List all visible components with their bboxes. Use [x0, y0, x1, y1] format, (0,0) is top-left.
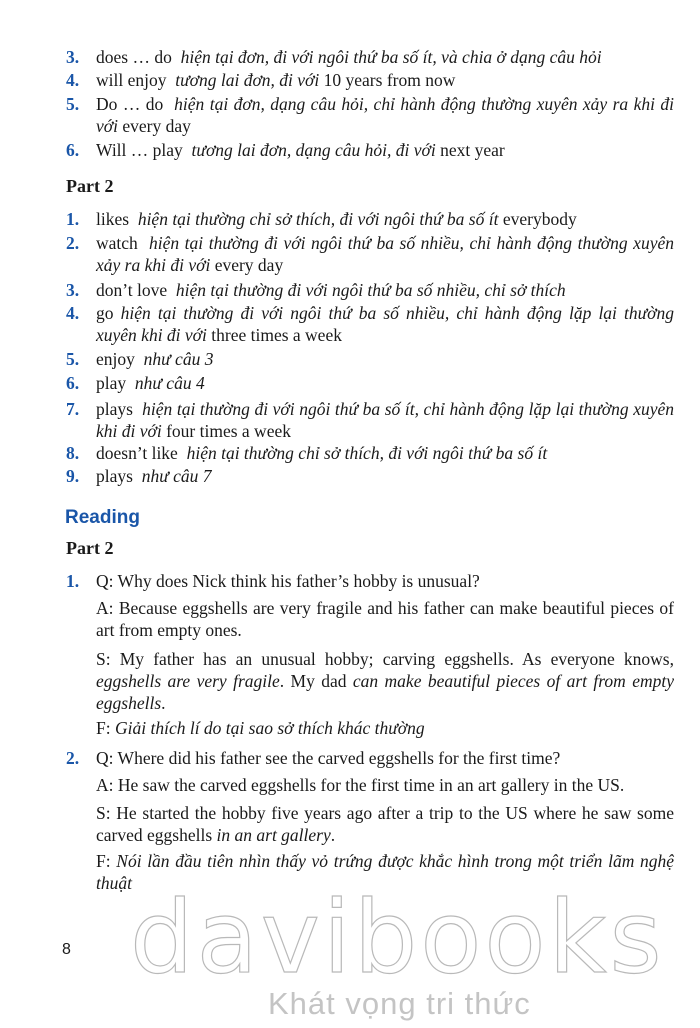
source-text: .: [330, 825, 336, 845]
list-item: [66, 139, 674, 161]
question-text: Q: Why does Nick think his father’s hobby is unusual?: [96, 571, 480, 591]
focus-line: [96, 717, 674, 739]
section-heading: Part 2: [66, 538, 114, 558]
explanation: tương lai đơn, dạng câu hỏi, đi với: [191, 140, 436, 160]
item-number: 8.: [66, 443, 80, 463]
item-number: 3.: [66, 47, 80, 67]
explanation: hiện tại thường đi với ngôi thứ ba số ít, chỉ hành động lặp lại thường xuyên khi đi với: [96, 399, 675, 441]
item-number: 2.: [66, 748, 80, 768]
answer: will enjoy: [96, 70, 167, 90]
explanation: như câu 4: [134, 373, 205, 393]
section-title: Reading: [65, 507, 140, 528]
explanation: tương lai đơn, đi với: [175, 70, 320, 90]
explanation: như câu 3: [143, 349, 214, 369]
item-number: 5.: [66, 94, 80, 114]
explanation: hiện tại thường đi với ngôi thứ ba số nhiều, chỉ sở thích: [175, 280, 566, 300]
item-number: 1.: [66, 571, 80, 591]
item-number: 5.: [66, 349, 80, 369]
answer: plays: [96, 466, 133, 486]
answer: does … do: [96, 47, 172, 67]
answer: play: [96, 373, 127, 393]
list-item: [66, 465, 674, 487]
answer: enjoy: [96, 349, 135, 369]
answer: watch: [96, 233, 138, 253]
list-item: [66, 398, 674, 442]
explanation-tail: four times a week: [166, 421, 291, 441]
explanation: hiện tại thường đi với ngôi thứ ba số nhiều, chỉ hành động thường xuyên xảy ra khi đi với: [96, 233, 674, 275]
explanation: hiện tại đơn, dạng câu hỏi, chỉ hành động thường xuyên xảy ra khi đi với: [96, 94, 675, 136]
answer: likes: [96, 209, 130, 229]
item-number: 7.: [66, 399, 80, 419]
focus-label: F:: [96, 851, 111, 871]
explanation: hiện tại thường chỉ sở thích, đi với ngôi thứ ba số ít: [186, 443, 548, 463]
answer-line: [96, 774, 674, 796]
source-text: .: [161, 693, 166, 713]
page-number: 8: [62, 941, 71, 958]
explanation: hiện tại thường chỉ sở thích, đi với ngôi thứ ba số ít: [137, 209, 499, 229]
explanation-tail: every day: [122, 116, 191, 136]
item-number: 4.: [66, 303, 80, 323]
explanation: hiện tại đơn, đi với ngôi thứ ba số ít, và chia ở dạng câu hỏi: [180, 47, 602, 67]
list-item: [66, 302, 674, 346]
focus-label: F:: [96, 718, 111, 738]
item-number: 6.: [66, 373, 80, 393]
source-text: . My dad: [279, 671, 347, 691]
explanation: như câu 7: [141, 466, 212, 486]
answer: doesn’t like: [96, 443, 178, 463]
explanation: hiện tại thường đi với ngôi thứ ba số nhiều, chỉ hành động lặp lại thường xuyên khi đi với: [96, 303, 675, 345]
answer: don’t love: [96, 280, 168, 300]
item-number: 3.: [66, 280, 80, 300]
answer-text: A: He saw the carved eggshells for the first time in an art gallery in the US.: [96, 775, 625, 795]
list-item: [66, 372, 674, 394]
list-item: [66, 69, 674, 91]
source-line: [96, 802, 674, 846]
watermark-logo: davibooks: [130, 879, 665, 996]
source-highlight: eggshells are very fragile: [96, 671, 280, 691]
list-item: [66, 279, 674, 301]
answer: go: [96, 303, 114, 323]
list-item: [66, 93, 674, 137]
item-number: 2.: [66, 233, 80, 253]
question-line: [96, 570, 674, 592]
answer: plays: [96, 399, 133, 419]
source-text: S: My father has an unusual hobby; carving eggshells. As everyone knows,: [96, 649, 674, 669]
list-item: [66, 348, 674, 370]
section-heading: Part 2: [66, 176, 114, 196]
question-text: Q: Where did his father see the carved eggshells for the first time?: [96, 748, 561, 768]
answer-line: [96, 597, 674, 641]
list-item: [66, 46, 674, 68]
source-text: S: He started the hobby five years ago after a trip to the US where he saw some carved eggshells: [96, 803, 674, 845]
explanation-tail: everybody: [502, 209, 577, 229]
source-highlight: can make beautiful pieces of art from empty eggshells: [96, 671, 674, 713]
item-number: 1.: [66, 209, 80, 229]
explanation-tail: three times a week: [211, 325, 342, 345]
list-item: [66, 232, 674, 276]
list-item: [66, 208, 674, 230]
item-number: 4.: [66, 70, 80, 90]
item-number: 9.: [66, 466, 80, 486]
source-line: [96, 648, 674, 714]
source-highlight: in an art gallery: [216, 825, 331, 845]
focus-text: Nói lần đầu tiên nhìn thấy vỏ trứng được khắc hình trong một triển lãm nghệ thuật: [96, 851, 674, 893]
explanation-tail: next year: [440, 140, 505, 160]
watermark-tagline: Khát vọng tri thức: [268, 986, 531, 1021]
answer-text: A: Because eggshells are very fragile and his father can make beautiful pieces of art from empty ones.: [96, 598, 674, 640]
question-line: [96, 747, 674, 769]
answer: Will … play: [96, 140, 183, 160]
explanation-tail: 10 years from now: [323, 70, 456, 90]
item-number: 6.: [66, 140, 80, 160]
answer: Do … do: [96, 94, 164, 114]
explanation-tail: every day: [214, 255, 284, 275]
list-item: [66, 442, 674, 464]
focus-text: Giải thích lí do tại sao sở thích khác thường: [114, 718, 425, 738]
